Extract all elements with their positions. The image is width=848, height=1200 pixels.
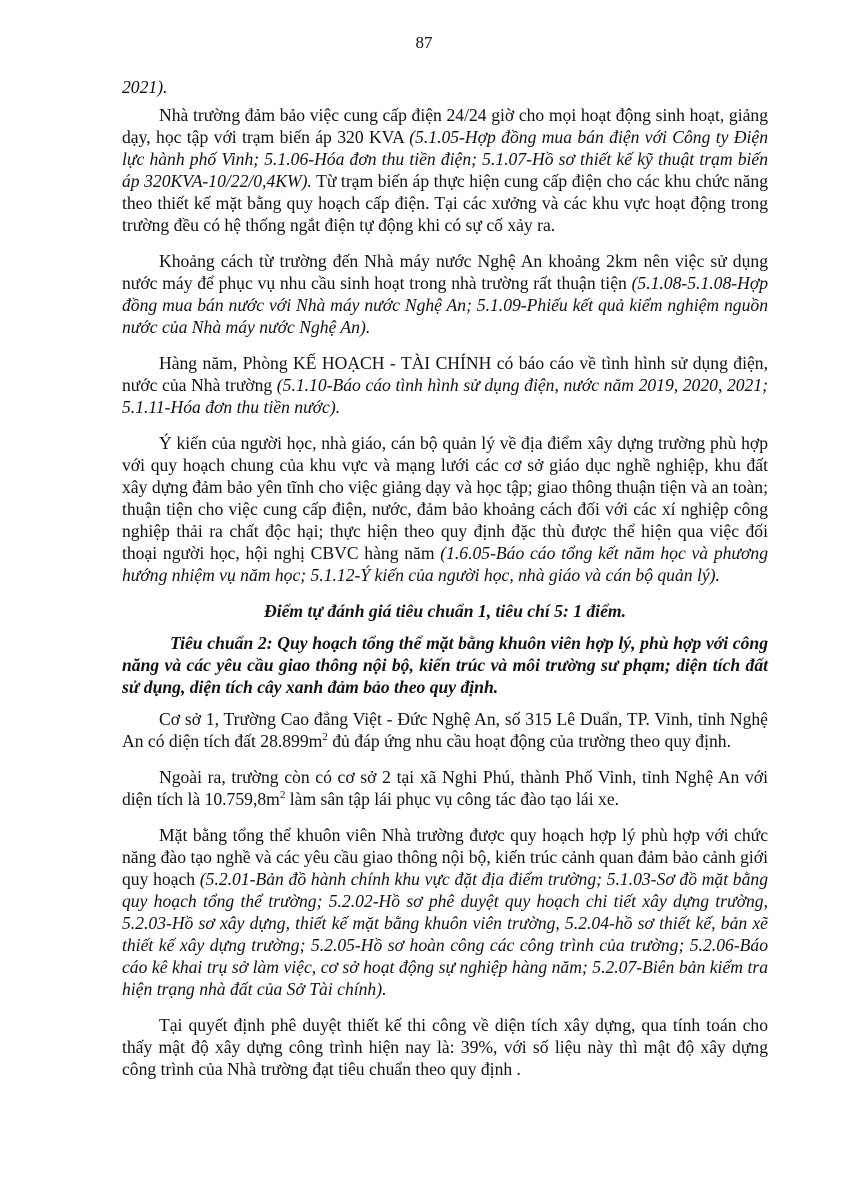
body-text: Mặt bằng tổng thể khuôn viên Nhà trường được quy hoạch hợp lý phù hợp với chức năng đào tạo nghề và các yêu cầu giao thông nội bộ, kiến trúc cảnh quan đảm bảo cảnh giới quy hoạch xyxy=(122,825,768,889)
body-text: Khoảng cách từ trường đến Nhà máy nước Nghệ An khoảng 2km nên việc sử dụng nước máy để phục vụ nhu cầu sinh hoạt trong nhà trường rất thuận tiện xyxy=(122,251,768,293)
reference-text: 2021). xyxy=(122,77,168,97)
body-text: Từ trạm biến áp thực hiện cung cấp điện cho các khu chức năng theo thiết kế mặt bằng quy hoạch cấp điện. Tại các xưởng và các khu vực hoạt động trong trường đều có hệ thống ngắt điện tự động khi có sự cố xảy ra. xyxy=(122,171,768,235)
body-text: Cơ sở 1, Trường Cao đẳng Việt - Đức Nghệ An, số 315 Lê Duẩn, TP. Vinh, tỉnh Nghệ An có diện tích đất 28.899m xyxy=(122,709,768,751)
paragraph-campus-1 xyxy=(122,708,768,752)
paragraph-finance-report xyxy=(122,352,768,418)
body-text: Tại quyết định phê duyệt thiết kế thi công về diện tích xây dựng, qua tính toán cho thấy mật độ xây dựng công trình hiện nay là: 39%, với số liệu này thì mật độ xây dựng công trình của Nhà trường đạt tiêu chuẩn theo quy định . xyxy=(122,1015,768,1079)
reference-text: (5.2.01-Bản đồ hành chính khu vực đặt địa điểm trường; 5.1.03-Sơ đồ mặt bằng quy hoạch tổng thể trường; 5.2.02-Hồ sơ phê duyệt quy hoạch chi tiết xây dựng trường, 5.2.03-Hồ sơ xây dựng, thiết kế mặt bằng khuôn viên trường, 5.2.04-hồ sơ thiết kế, bản xẽ thiết kế xây dựng trường; 5.2.05-Hồ sơ hoàn công các công trình của trường; 5.2.06-Báo cáo kê khai trụ sở làm việc, cơ sở hoạt động sự nghiệp hàng năm; 5.2.07-Biên bản kiểm tra hiện trạng nhà đất của Sở Tài chính). xyxy=(122,869,768,999)
body-text: đủ đáp ứng nhu cầu hoạt động của trường theo quy định. xyxy=(327,731,731,751)
paragraph-opinions xyxy=(122,432,768,586)
self-evaluation-score: Điểm tự đánh giá tiêu chuẩn 1, tiêu chí 5: 1 điểm. xyxy=(264,601,626,621)
paragraph-building-density xyxy=(122,1014,768,1080)
body-text: Ngoài ra, trường còn có cơ sở 2 tại xã Nghi Phú, thành Phố Vinh, tỉnh Nghệ An với diện tích là 10.759,8m xyxy=(122,767,768,809)
body-text: Ý kiến của người học, nhà giáo, cán bộ quản lý về địa điểm xây dựng trường phù hợp với quy hoạch chung của khu vực và mạng lưới các cơ sở giáo dục nghề nghiệp, khu đất xây dựng đảm bảo yên tĩnh cho việc giảng dạy và học tập; giao thông thuận tiện và an toàn; thuận tiện cho việc cung cấp điện, nước, đảm bảo khoảng cách đối với các xí nghiệp công nghiệp thải ra chất độc hại; thực hiện theo quy định đặc thù được thể hiện qua việc đối thoại người học, hội nghị CBVC hàng năm xyxy=(122,433,768,563)
reference-text: (5.1.05-Hợp đồng mua bán điện với Công ty Điện lực hành phố Vinh; 5.1.06-Hóa đơn thu tiền điện; 5.1.07-Hồ sơ thiết kế kỹ thuật trạm biến áp 320KVA-10/22/0,4KW). xyxy=(122,127,768,191)
superscript: 2 xyxy=(279,789,286,802)
paragraph-electricity xyxy=(122,104,768,236)
paragraph-campus-2 xyxy=(122,766,768,810)
reference-text: (1.6.05-Báo cáo tổng kết năm học và phương hướng nhiệm vụ năm học; 5.1.12-Ý kiến của người học, nhà giáo và cán bộ quản lý). xyxy=(122,543,768,585)
body-text: làm sân tập lái phục vụ công tác đào tạo lái xe. xyxy=(285,789,620,809)
page-number: 87 xyxy=(415,33,433,52)
body-text: Hàng năm, Phòng KẾ HOẠCH - TÀI CHÍNH có báo cáo về tình hình sử dụng điện, nước của Nhà trường xyxy=(122,353,768,395)
paragraph-layout-plan xyxy=(122,824,768,1000)
standard-2-heading: Tiêu chuẩn 2: Quy hoạch tổng thể mặt bằng khuôn viên hợp lý, phù hợp với công năng và các yêu cầu giao thông nội bộ, kiến trúc và môi trường sư phạm; diện tích đất sử dụng, diện tích cây xanh đảm bảo theo quy định. xyxy=(122,633,768,697)
page-content xyxy=(122,76,768,1080)
reference-text: (5.1.10-Báo cáo tình hình sử dụng điện, nước năm 2019, 2020, 2021; 5.1.11-Hóa đơn thu tiền nước). xyxy=(122,375,769,417)
superscript: 2 xyxy=(322,731,328,744)
body-text: Nhà trường đảm bảo việc cung cấp điện 24/24 giờ cho mọi hoạt động sinh hoạt, giảng dạy, học tập với trạm biến áp 320 KVA xyxy=(122,105,768,147)
paragraph-continuation xyxy=(122,76,768,98)
reference-text: (5.1.08-5.1.08-Hợp đồng mua bán nước với Nhà máy nước Nghệ An; 5.1.09-Phiếu kết quả kiểm nghiệm nguồn nước của Nhà máy nước Nghệ An). xyxy=(122,273,768,337)
paragraph-water xyxy=(122,250,768,338)
